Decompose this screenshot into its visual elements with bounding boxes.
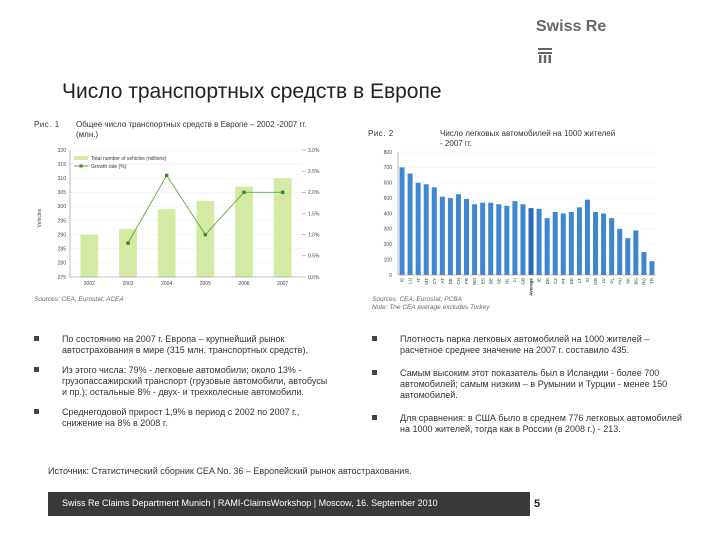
- page-number: 5: [534, 498, 541, 510]
- chart1-y-tick-label: 320: [57, 147, 66, 154]
- figure2-source: [372, 296, 489, 312]
- chart1-x-tick-label: 2003: [122, 281, 134, 287]
- bullet-square-icon: [34, 367, 39, 372]
- bullet-right-2-text: Самым высоким этот показатель был в Исландии - более 700 автомобилей; самым низким – в Румынии и Турции - менее 150 автомобилей.: [400, 368, 668, 400]
- bullet-left-3-text: Среднегодовой прирост 1,9% в период с 2002 по 2007 г., снижение на 8% в 2008 г.: [62, 407, 300, 428]
- chart1-x-tick-label: 2004: [161, 281, 173, 287]
- chart2-bar: [480, 203, 485, 275]
- chart2-x-tick-label: TR: [649, 278, 655, 285]
- chart1-x-tick-label: 2007: [277, 281, 289, 287]
- chart2-bar: [593, 212, 598, 275]
- chart2-y-tick-label: 0: [389, 272, 392, 279]
- chart1-bar: [119, 229, 137, 277]
- figure2-title: Число легковых автомобилей на 1000 жителей - 2007 гг.: [440, 129, 616, 148]
- chart1-bar: [235, 187, 253, 277]
- swiss-re-logo: [536, 18, 626, 70]
- chart1-y2-tick-label: 0.0%: [308, 274, 320, 281]
- chart2-x-tick-label: RO: [641, 278, 647, 285]
- chart2-x-tick-label: HU: [617, 278, 623, 285]
- chart2-bar: [617, 229, 622, 275]
- cars-per-1000-chart: [362, 148, 662, 298]
- chart1-growth-point: [242, 191, 245, 194]
- chart1-x-tick-label: 2002: [83, 281, 95, 287]
- chart2-bar: [432, 187, 437, 275]
- chart2-bar: [416, 183, 421, 275]
- bullet-square-icon: [34, 336, 39, 341]
- bullet-right-2: [372, 368, 682, 401]
- chart1-bar: [158, 209, 176, 277]
- chart2-bar: [440, 197, 445, 275]
- chart2-bar: [464, 199, 469, 275]
- chart2-bar: [529, 208, 534, 275]
- vehicles-europe-chart: [30, 140, 350, 290]
- figure2-source-line2: Note: The CEA average excludes Turkey: [372, 304, 490, 311]
- chart1-y-tick-label: 275: [57, 274, 66, 281]
- chart2-x-tick-label: SE: [496, 278, 502, 285]
- chart1-y2-tick-label: 2.0%: [308, 190, 320, 197]
- chart1-y-tick-label: 315: [57, 161, 66, 168]
- chart1-y2-tick-label: 2.5%: [308, 168, 320, 175]
- chart2-x-tick-label: SI: [585, 278, 591, 283]
- chart2-y-tick-label: 300: [383, 226, 392, 233]
- chart2-bar: [545, 218, 550, 275]
- chart2-bar: [448, 198, 453, 275]
- bullet-square-icon: [372, 336, 377, 341]
- chart2-bar: [609, 218, 614, 275]
- figure1-source: Sources: CEA, Eurostat, ACEA: [34, 296, 124, 303]
- chart2-x-tick-label: CH: [456, 278, 462, 285]
- chart1-y-tick-label: 300: [57, 204, 66, 211]
- bullet-right-3: [372, 413, 682, 435]
- figure2-source-line1: Sources: CEA, Eurostat, PCBA: [372, 296, 462, 303]
- chart2-bar: [569, 212, 574, 275]
- chart2-bar: [504, 206, 509, 275]
- chart2-bar: [649, 261, 654, 275]
- chart2-bar: [601, 214, 606, 276]
- chart2-x-tick-label: Average: [528, 278, 534, 296]
- legend-bars-swatch: [74, 156, 88, 160]
- chart2-x-tick-label: CY: [431, 278, 437, 285]
- bullet-left-3: [34, 407, 330, 429]
- chart2-x-tick-label: NL: [504, 278, 510, 284]
- legend-line-label: Growth rate (%): [91, 164, 127, 170]
- chart2-bar: [400, 167, 405, 275]
- bullet-right-3-text: Для сравнения: в США было в среднем 776 легковых автомобилей на 1000 жителей, тогда как в России (в 2008 г.) - 213.: [400, 413, 683, 434]
- chart2-bar: [625, 238, 630, 275]
- bullet-square-icon: [34, 409, 39, 414]
- chart1-y-axis-label: Vehicles: [37, 208, 43, 228]
- chart1-growth-point: [281, 191, 284, 194]
- chart2-y-tick-label: 800: [383, 149, 392, 156]
- bullet-square-icon: [372, 370, 377, 375]
- chart2-x-tick-label: NO: [472, 278, 478, 285]
- slide-title: Число транспортных средств в Европе: [62, 80, 442, 103]
- chart2-y-tick-label: 700: [383, 165, 392, 172]
- chart2-bar: [520, 204, 525, 275]
- chart2-x-tick-label: LT: [577, 278, 583, 284]
- chart2-bar: [512, 201, 517, 275]
- chart2-x-tick-label: MT: [423, 278, 429, 285]
- chart2-bar: [537, 209, 542, 275]
- chart2-x-tick-label: IT: [415, 278, 421, 283]
- chart1-y2-tick-label: 1.5%: [308, 211, 320, 218]
- chart2-y-tick-label: 100: [383, 257, 392, 264]
- chart1-y-tick-label: 285: [57, 246, 66, 253]
- chart2-bar: [641, 252, 646, 275]
- chart1-y-tick-label: 305: [57, 190, 66, 197]
- chart1-y-tick-label: 290: [57, 232, 66, 239]
- legend-line-marker: [80, 165, 83, 168]
- chart2-x-tick-label: EE: [568, 278, 574, 285]
- chart2-x-tick-label: IS: [399, 278, 405, 283]
- bullet-left-1: [34, 334, 330, 356]
- chart1-y-tick-label: 280: [57, 260, 66, 267]
- chart2-y-tick-label: 200: [383, 242, 392, 249]
- chart1-y2-tick-label: 1.0%: [308, 232, 320, 239]
- chart2-x-tick-label: DE: [448, 278, 454, 285]
- chart2-y-tick-label: 600: [383, 180, 392, 187]
- chart1-x-tick-label: 2005: [199, 281, 211, 287]
- chart1-growth-point: [126, 241, 129, 244]
- chart2-x-tick-label: PT: [560, 278, 566, 284]
- chart2-x-tick-label: DK: [544, 278, 550, 285]
- chart2-x-tick-label: ES: [480, 278, 486, 285]
- chart2-x-tick-label: PL: [609, 278, 615, 284]
- chart2-x-tick-label: BG: [633, 278, 639, 285]
- main-source: Источник: Статистический сборник CEA No. 36 – Европейский рынок автострахования.: [48, 466, 412, 476]
- legend-bars-label: Total number of vehicles (millions): [91, 156, 167, 162]
- chart2-x-tick-label: FR: [464, 278, 470, 285]
- chart2-x-tick-label: BE: [488, 278, 494, 285]
- figure1-title: Общее число транспортных средств в Европе – 2002 -2007 гг. (млн.): [76, 120, 307, 139]
- chart1-y2-tick-label: 0.5%: [308, 253, 320, 260]
- bullets-left: [34, 334, 330, 438]
- chart2-x-tick-label: GR: [593, 278, 599, 285]
- figure2-label: Рис. 2: [368, 129, 394, 138]
- chart1-y2-tick-label: 3.0%: [308, 147, 320, 154]
- chart1-y-tick-label: 310: [57, 176, 66, 183]
- chart1-growth-point: [165, 174, 168, 177]
- chart2-x-tick-label: GB: [520, 278, 526, 285]
- bullet-right-1: [372, 334, 682, 356]
- bullet-left-2-text: Из этого числа: 79% - легковые автомобили; около 13% - грузопассажирский транспорт (грузовые автомобили, автобусы и пр.); остальные 8% - двух- и трехколесные автомобили.: [62, 365, 328, 397]
- chart2-bar: [408, 174, 413, 275]
- chart2-bar: [577, 207, 582, 275]
- bullet-square-icon: [372, 415, 377, 420]
- chart2-bar: [424, 184, 429, 275]
- chart1-growth-point: [204, 233, 207, 236]
- chart1-y-tick-label: 295: [57, 218, 66, 225]
- chart2-x-tick-label: FI: [512, 278, 518, 283]
- chart2-x-tick-label: AT: [439, 278, 445, 284]
- chart2-x-tick-label: SK: [625, 278, 631, 285]
- chart2-bar: [472, 204, 477, 275]
- chart2-bar: [585, 200, 590, 275]
- bullet-right-1-text: Плотность парка легковых автомобилей на 1000 жителей – расчетное среднее значение на 2007 г. составило 435.: [400, 334, 650, 355]
- chart2-bar: [496, 204, 501, 275]
- bullet-left-2: [34, 365, 330, 398]
- chart2-x-tick-label: LU: [407, 278, 413, 284]
- chart2-bar: [633, 230, 638, 275]
- figure1-label: Рис. 1: [34, 120, 60, 129]
- brand-name: Swiss Re: [536, 18, 607, 35]
- chart1-x-tick-label: 2006: [238, 281, 250, 287]
- swiss-re-mark-icon: [538, 48, 552, 63]
- chart2-bar: [488, 203, 493, 275]
- bullet-left-1-text: По состоянию на 2007 г. Европа – крупнейший рынок автострахования в мире (315 млн. транспортных средств).: [62, 334, 308, 355]
- chart2-y-tick-label: 400: [383, 211, 392, 218]
- chart2-bar: [553, 212, 558, 275]
- chart2-y-tick-label: 500: [383, 195, 392, 202]
- chart2-x-tick-label: IE: [536, 278, 542, 283]
- chart2-bar: [561, 214, 566, 276]
- chart2-bar: [456, 194, 461, 275]
- footer-text: Swiss Re Claims Department Munich | RAMI-ClaimsWorkshop | Moscow, 16. September 2010: [62, 498, 438, 508]
- chart1-bar: [80, 235, 98, 277]
- chart2-x-tick-label: CZ: [552, 278, 558, 285]
- chart1-bar: [196, 201, 214, 277]
- bullets-right: [372, 334, 682, 444]
- footer-bar: [48, 492, 530, 516]
- chart2-x-tick-label: LV: [601, 278, 607, 284]
